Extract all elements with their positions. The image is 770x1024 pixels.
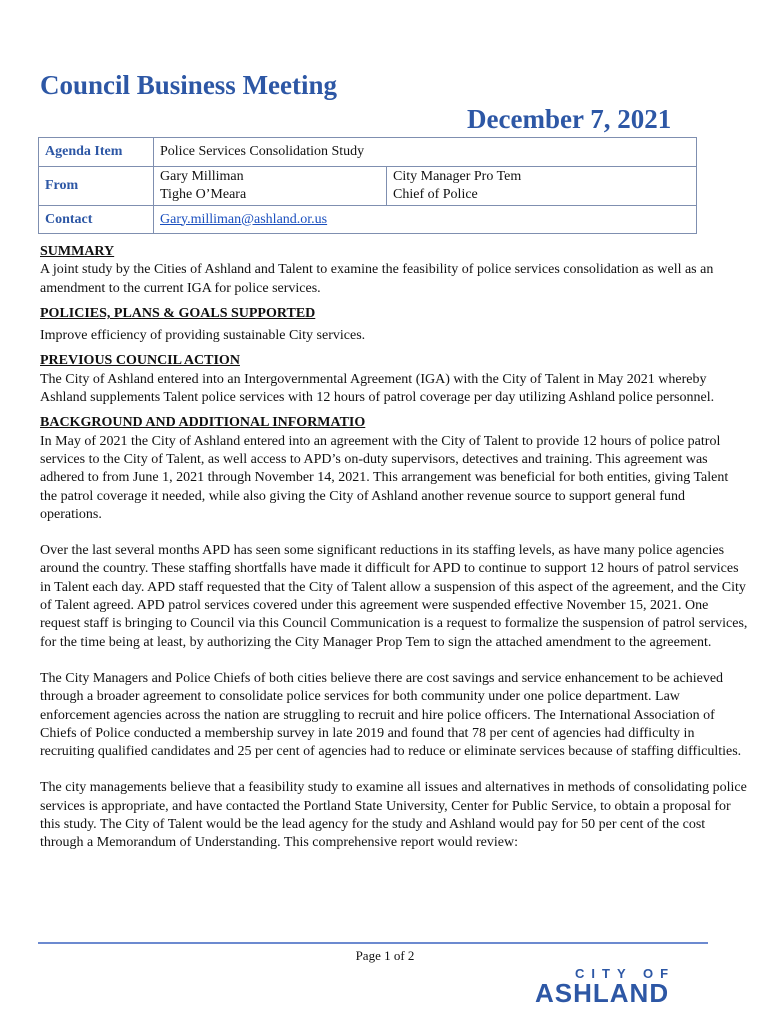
meeting-date: December 7, 2021 — [467, 104, 672, 134]
previous-action-heading: PREVIOUS COUNCIL ACTION — [40, 353, 240, 369]
from-name-1: Gary Milliman — [160, 169, 244, 184]
contact-email-link[interactable]: Gary.milliman@ashland.or.us — [160, 211, 328, 227]
background-paragraph-3: The City Managers and Police Chiefs of both cities believe there are cost savings and service enhancement to be achieved through a broader agreement to consolidate police services for both community under one police department. Law enforcement agencies across the nation are struggling to recruit and hire police officers. The International Association of Chiefs of Police conducted a membership survey in late 2019 and found that 78 per cent of agencies had difficulty in recruiting qualified candidates and 25 per cent of agencies had to reduce or eliminate services because of staffing difficulties. — [40, 670, 742, 760]
background-paragraph-4: The city managements believe that a feasibility study to examine all issues and alternatives in methods of consolidating police services is appropriate, and have contacted the Portland State University, Center for Public Service, to obtain a proposal for this study. The City of Talent would be the lead agency for the study and Ashland would pay for 50 per cent of the cost through a Memorandum of Understanding. This comprehensive report would review: — [40, 780, 747, 851]
contact-cell — [154, 206, 697, 234]
background-paragraph-1: In May of 2021 the City of Ashland entered into an agreement with the City of Talent to provide 12 hours of police patrol services to the City of Talent, as well access to APD’s on-duty supervisors, detectives and training. This agreement was adhered to from June 1, 2021 through November 14, 2021. This arrangement was beneficial for both entities, giving Talent the patrol coverage it needed, while also giving the City of Ashland another revenue source to support general fund operations. — [40, 433, 729, 522]
contact-row — [39, 206, 697, 234]
from-row — [39, 167, 697, 206]
document-body — [40, 243, 748, 853]
from-title-2: Chief of Police — [393, 187, 478, 202]
contact-label: Contact — [39, 206, 154, 234]
agenda-item-row — [39, 138, 697, 167]
agenda-item-label: Agenda Item — [39, 138, 154, 167]
from-label: From — [39, 167, 154, 206]
page-title: Council Business Meeting — [40, 70, 338, 100]
previous-action-text: The City of Ashland entered into an Intergovernmental Agreement (IGA) with the City of Talent in May 2021 whereby Ashland supplements Talent police services with 12 hours of patrol coverage per day utilizing Ashland police personnel. — [40, 371, 715, 406]
summary-heading: SUMMARY — [40, 244, 115, 259]
footer-divider — [38, 942, 708, 944]
from-title-1: City Manager Pro Tem — [393, 169, 522, 184]
from-titles — [387, 167, 697, 206]
from-name-2: Tighe O’Meara — [160, 187, 247, 202]
background-paragraph-2: Over the last several months APD has seen some significant reductions in its staffing levels, as have many police agencies around the country. These staffing shortfalls have made it difficult for APD to continue to support 12 hours of patrol services in Talent each day. APD staff requested that the City of Talent allow a suspension of this aspect of the agreement, and the City of Talent agreed. APD patrol services covered under this agreement were suspended effective November 15, 2021. One request staff is bringing to Council via this Council Communication is a request to formalize the suspension of patrol services, for the time being at least, by authorizing the City Manager Prop Tem to sign the attached amendment to the agreement. — [40, 543, 748, 650]
from-names — [154, 167, 387, 206]
logo-ashland-text: ASHLAND — [535, 978, 670, 1008]
logo-city-of-text: CITY OF — [575, 966, 676, 981]
city-of-ashland-logo — [535, 966, 705, 1012]
page-number: Page 1 of 2 — [355, 948, 415, 963]
policies-heading: POLICIES, PLANS & GOALS SUPPORTED — [40, 305, 316, 321]
summary-text: A joint study by the Cities of Ashland and Talent to examine the feasibility of police services consolidation as well as an amendment to the current IGA for police services. — [40, 262, 714, 296]
agenda-item-value: Police Services Consolidation Study — [154, 138, 697, 167]
policies-text: Improve efficiency of providing sustainable City services. — [40, 328, 366, 344]
agenda-info-table — [38, 137, 697, 234]
background-heading: BACKGROUND AND ADDITIONAL INFORMATIO — [40, 415, 366, 431]
